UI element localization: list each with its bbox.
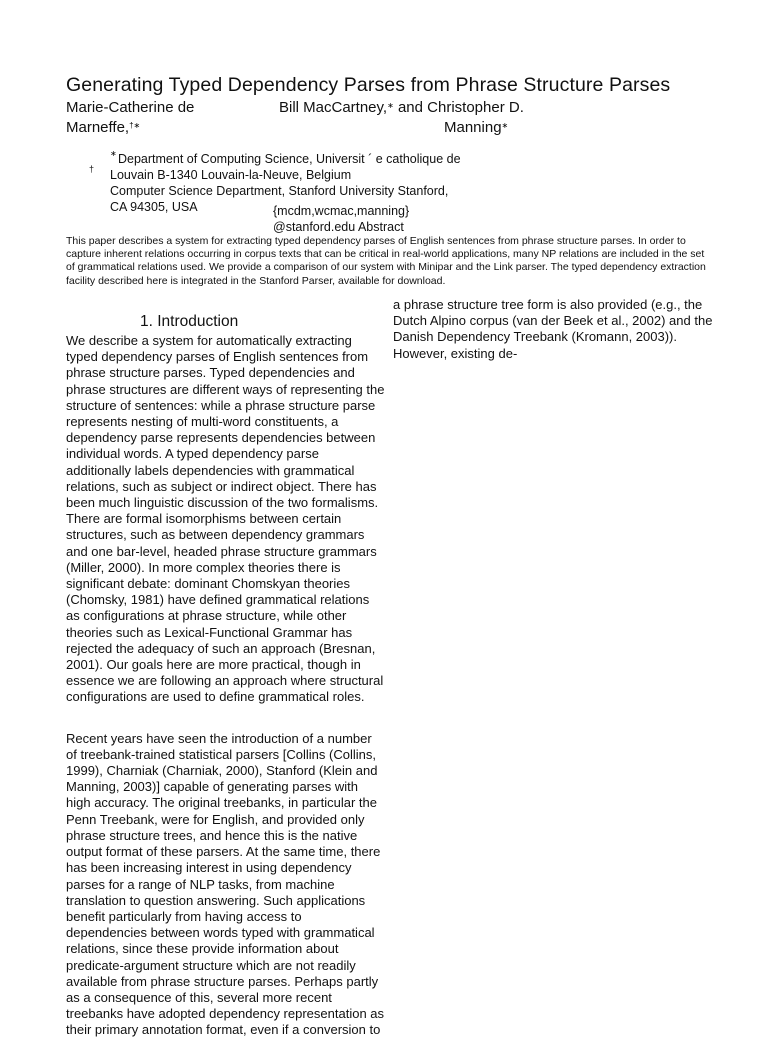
author-2-mark: ∗ <box>387 101 394 110</box>
email-line-1: {mcdm,wcmac,manning} <box>273 204 410 218</box>
section-heading: 1. Introduction <box>140 313 239 330</box>
author-1-line-2 <box>66 118 140 138</box>
right-column-text: a phrase structure tree form is also provided (e.g., the Dutch Alpino corpus (van der Beek et al., 2002) and the Danish Dependency Treebank (Kromann, 2003)). However, existing de- <box>393 297 713 361</box>
author-1-line-1: Marie-Catherine de <box>66 99 195 116</box>
author-2-name: Bill MacCartney, <box>279 99 388 116</box>
affiliation-line-4: CA 94305, USA <box>110 200 198 214</box>
affiliation-star-mark: ∗ <box>110 149 117 158</box>
intro-paragraph-1: We describe a system for automatically extracting typed dependency parses of English sentences from phrase structure parses. Typed dependencies and phrase structures are different ways of representing the structure of sentences: while a phrase structure parse represents nesting of multi-word constituents, a dependency parse represents dependencies between individual words. A typed dependency parse additionally labels dependencies with grammatical relations, such as subject or indirect object. There has been much linguistic discussion of the two formalisms. There are formal isomorphisms between certain structures, such as between dependency grammars and one bar-level, headed phrase structure grammars (Miller, 2000). In more complex theories there is significant debate: dominant Chomskyan theories (Chomsky, 1981) have defined grammatical relations as configurations at phrase structure, while other theories such as Lexical-Functional Grammar has rejected the adequacy of such an approach (Bresnan, 2001). Our goals here are more practical, though in essence we are following an approach where structural configurations are used to define grammatical roles. <box>66 333 385 705</box>
author-and: and Christopher D. <box>397 99 524 116</box>
author-2-line <box>279 98 524 118</box>
affiliation-line-2: Louvain B-1340 Louvain-la-Neuve, Belgium <box>110 168 352 182</box>
affiliation-line-1: Department of Computing Science, Universit ´ e catholique de <box>118 152 461 166</box>
author-1-name: Marneffe, <box>66 119 130 136</box>
author-3-mark: ∗ <box>501 121 509 130</box>
email-line-2: @stanford.edu Abstract <box>273 220 404 234</box>
paper-title: Generating Typed Dependency Parses from Phrase Structure Parses <box>66 74 671 96</box>
author-3-name: Manning <box>444 119 502 136</box>
intro-paragraph-2: Recent years have seen the introduction of a number of treebank-trained statistical parsers [Collins (Collins, 1999), Charniak (Charniak, 2000), Stanford (Klein and Manning, 2003)] capable of generating parses with high accuracy. The original treebanks, in particular the Penn Treebank, were for English, and provided only phrase structure trees, and hence this is the native output format of these parsers. At the same time, there has been increasing interest in using dependency parses for a range of NLP tasks, from machine translation to question answering. Such applications benefit particularly from having access to dependencies between words typed with grammatical relations, since these provide information about predicate-argument structure which are not readily available from phrase structure parses. Perhaps partly as a consequence of this, several more recent treebanks have adopted dependency representation as their primary annotation format, even if a conversion to <box>66 730 385 1038</box>
author-3-line <box>444 118 508 138</box>
affiliation-line-3: Computer Science Department, Stanford University Stanford, <box>110 184 449 198</box>
affiliation-dagger-mark: † <box>89 164 95 174</box>
author-1-mark: †∗ <box>129 121 141 130</box>
right-column <box>393 297 713 362</box>
left-column <box>66 333 386 1039</box>
abstract-text: This paper describes a system for extracting typed dependency parses of English sentences from phrase structure parses. In order to capture inherent relations occurring in corpus texts that can be critical in real-world applications, many NP relations are included in the set of grammatical relations used. We provide a comparison of our system with Minipar and the Link parser. The typed dependency extraction facility described here is integrated in the Stanford Parser, available for download. <box>66 235 706 287</box>
